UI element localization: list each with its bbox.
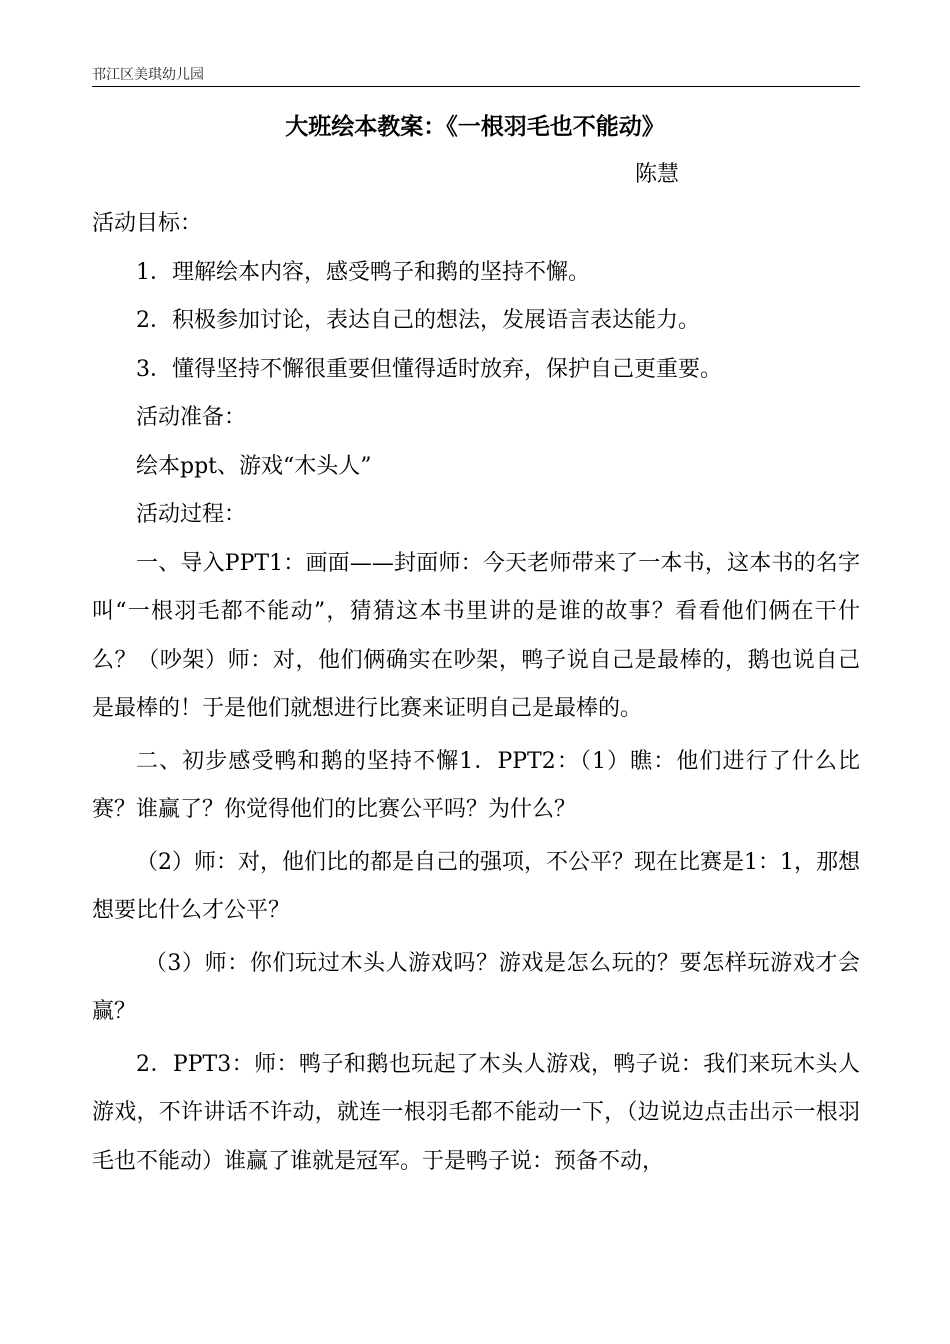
goal-item-2: 2．积极参加讨论，表达自己的想法，发展语言表达能力。 (136, 308, 700, 333)
document-title: 大班绘本教案：《一根羽毛也不能动》 (285, 114, 665, 140)
goal-item-3: 3．懂得坚持不懈很重要但懂得适时放弃，保护自己更重要。 (136, 356, 722, 382)
process-paragraph-5: 2．PPT3：师：鸭子和鹅也玩起了木头人游戏，鸭子说：我们来玩木头人游戏，不许讲话不许动，就连一根羽毛都不能动一下，（边说边点击出示一根羽毛也不能动）谁赢了谁就是冠军。于是鸭子说：预备不动， (92, 1051, 860, 1174)
page-header: 邗江区美琪幼儿园 (92, 67, 204, 83)
section-heading-process: 活动过程： (136, 502, 247, 527)
header-rule (92, 86, 860, 87)
document-body (92, 200, 860, 1186)
process-paragraph-3: （2）师：对，他们比的都是自己的强项，不公平？现在比赛是1：1，那想想要比什么才公平？ (92, 849, 860, 923)
process-paragraph-2: 二、初步感受鸭和鹅的坚持不懈1．PPT2：（1）瞧：他们进行了什么比赛？谁赢了？你觉得他们的比赛公平吗？为什么？ (92, 748, 860, 822)
preparation-text: 绘本ppt、游戏“木头人” (136, 453, 372, 479)
author-name: 陈慧 (635, 162, 680, 187)
process-paragraph-1: 一、导入PPT1：画面——封面师：今天老师带来了一本书，这本书的名字叫“一根羽毛都不能动”，猜猜这本书里讲的是谁的故事？看看他们俩在干什么？（吵架）师：对，他们俩确实在吵架，鸭子说自己是最棒的，鹅也说自己是最棒的！于是他们就想进行比赛来证明自己是最棒的。 (92, 550, 860, 721)
section-heading-preparation: 活动准备： (136, 405, 247, 430)
process-paragraph-4: （3）师：你们玩过木头人游戏吗？游戏是怎么玩的？要怎样玩游戏才会赢？ (92, 950, 860, 1024)
section-heading-goals: 活动目标： (92, 211, 203, 236)
goal-item-1: 1．理解绘本内容，感受鸭子和鹅的坚持不懈。 (136, 259, 590, 285)
